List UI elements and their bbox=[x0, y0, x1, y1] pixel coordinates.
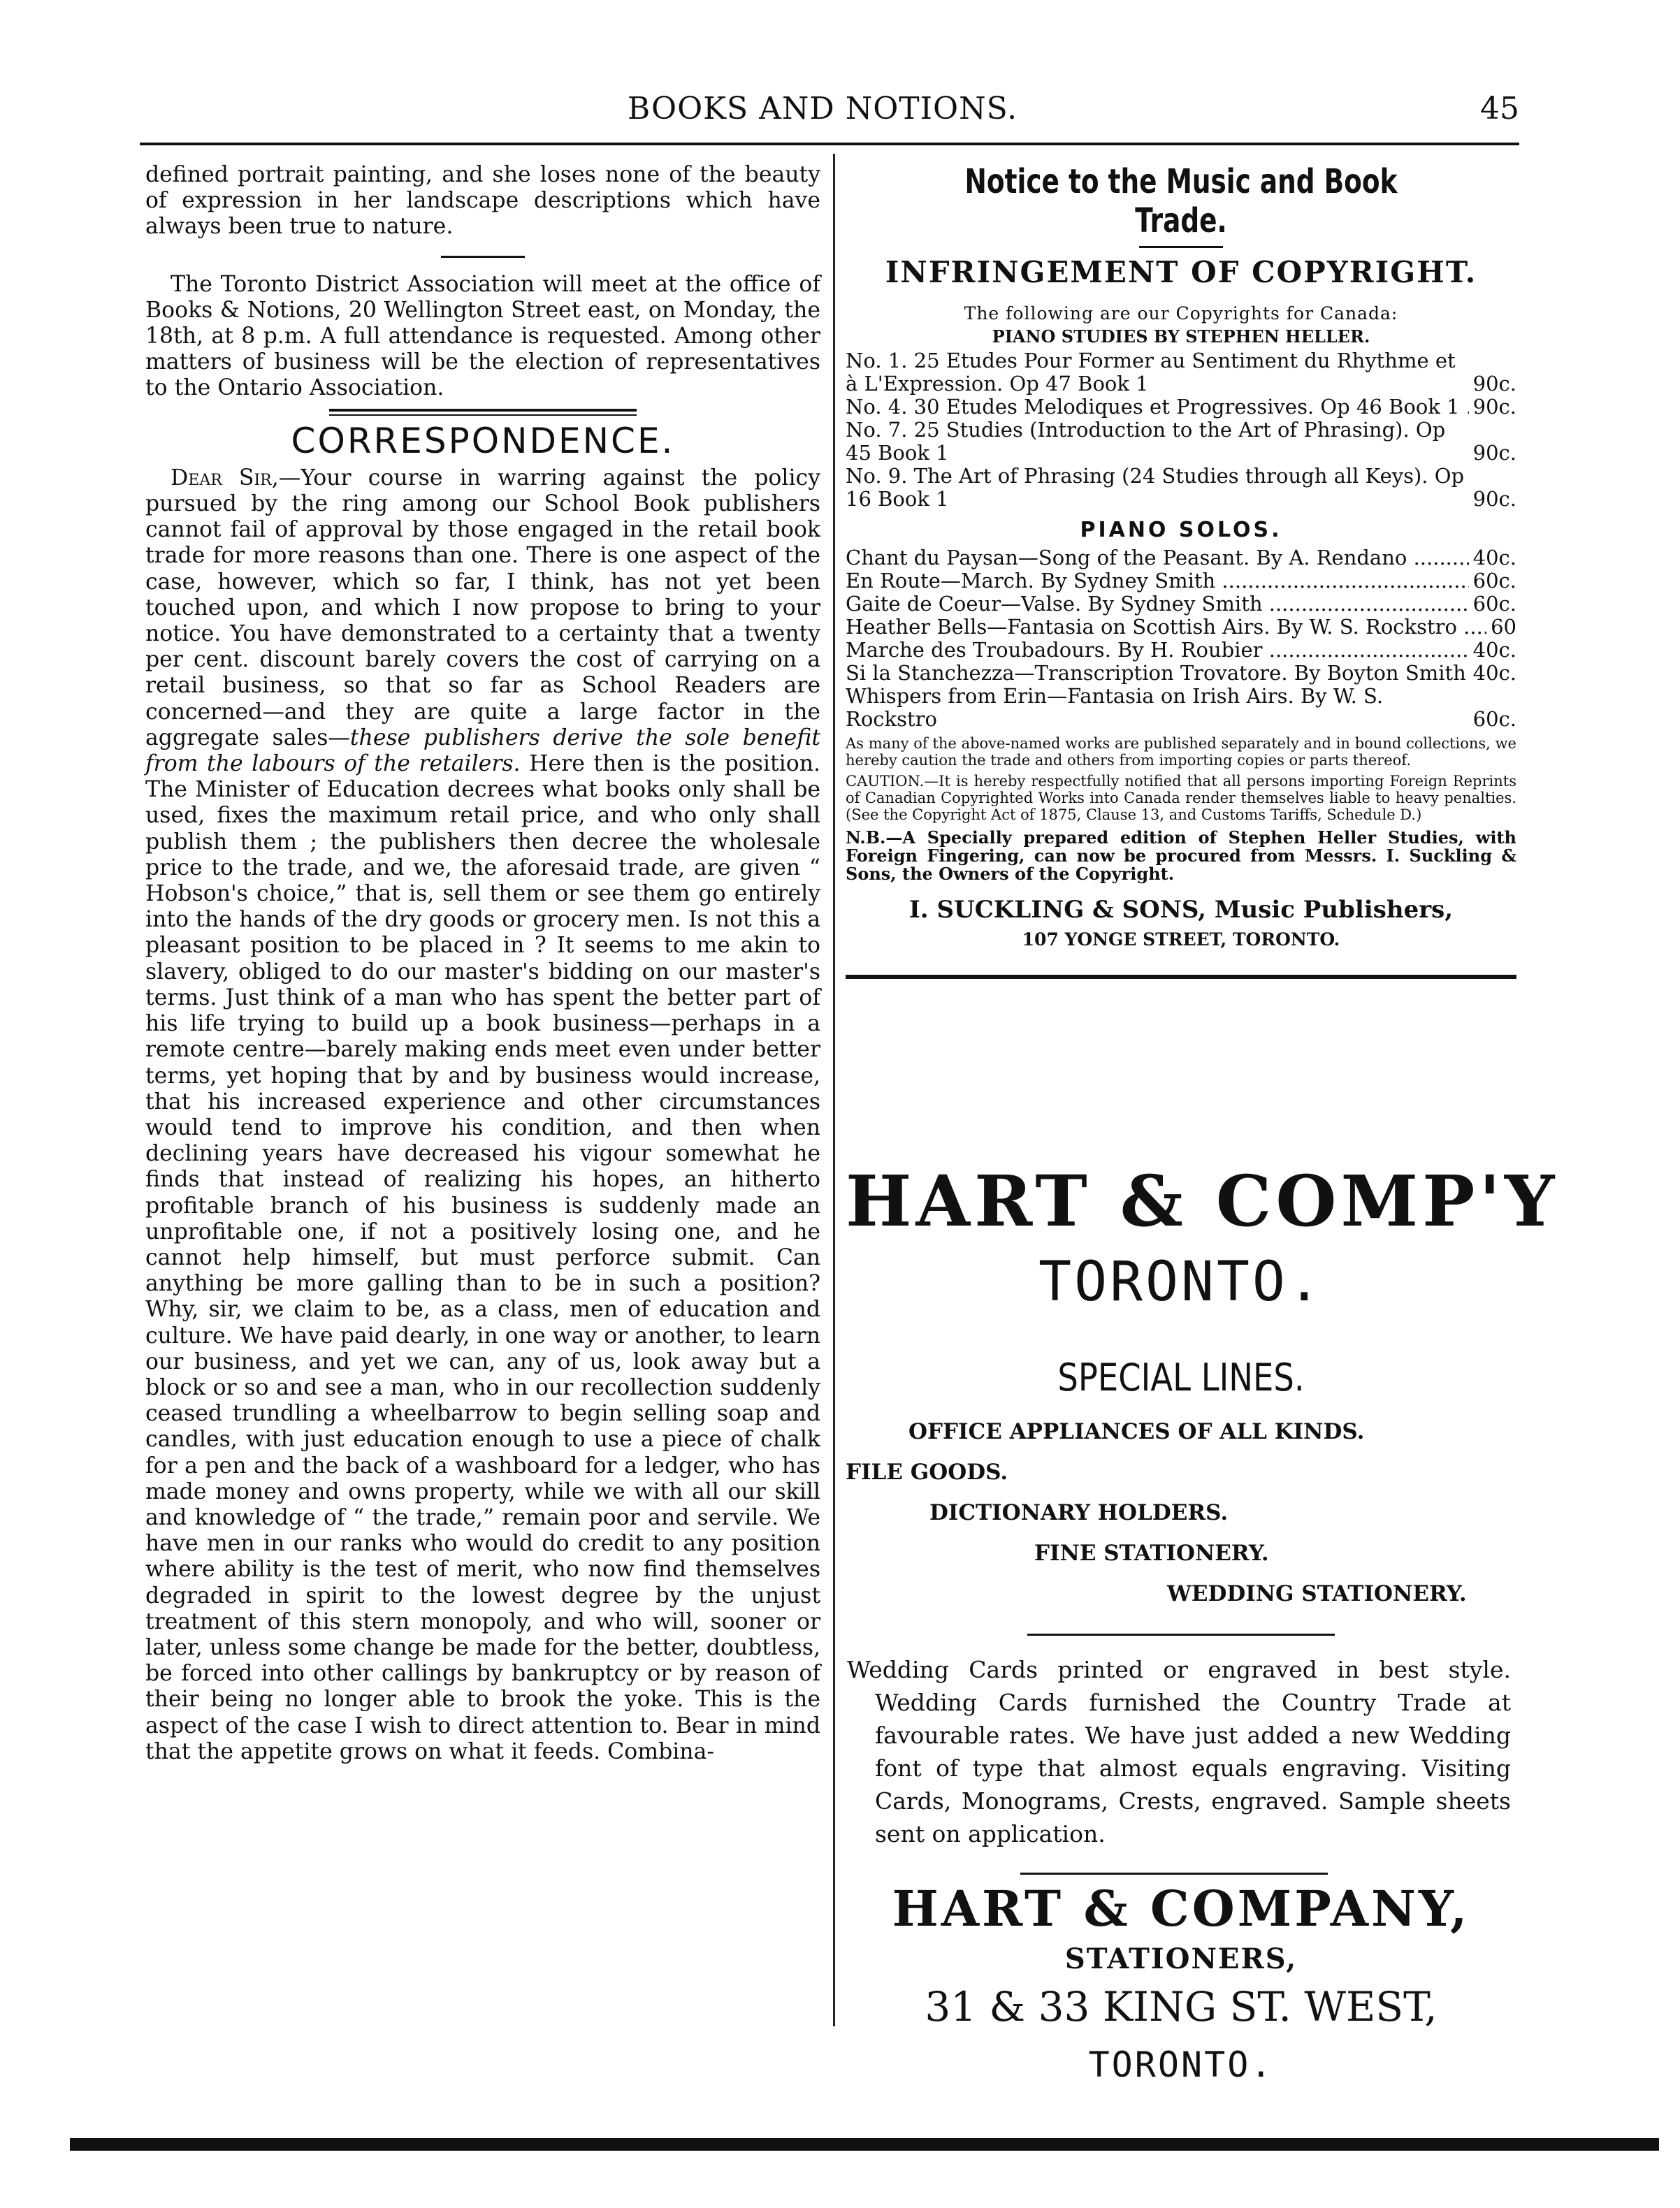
list-item: FINE STATIONERY. bbox=[1034, 1541, 1269, 1566]
list-item: Gaite de Coeur—Valse. By Sydney Smith ..... 60c. bbox=[846, 593, 1516, 616]
notice-rule bbox=[1139, 246, 1223, 248]
caution-note: CAUTION.—It is hereby respectfully notified that all persons importing Foreign Reprints of Canadian Copyrighted Works into Canada render themselves liable to heavy penalties. (See the Copyright Act of 1875, Clause 13, and Customs Tariffs, Schedule D.) bbox=[846, 773, 1516, 823]
letter-italic: these publishers derive the sole benefit from the labours of the retailers. bbox=[145, 725, 820, 777]
list-item: Marche des Troubadours. By H. Roubier ..... 40c. bbox=[846, 639, 1516, 662]
hart-company-name: HART & COMPANY, bbox=[892, 1880, 1470, 1938]
ad-rule bbox=[1027, 1634, 1335, 1636]
solos-heading: PIANO SOLOS. bbox=[1080, 518, 1282, 542]
header-rule bbox=[140, 143, 1519, 145]
notice-title: Notice to the Music and Book Trade. bbox=[964, 162, 1398, 240]
letter-text-a: —Your course in warring against the policy pursued by the ring among our School Book publishers cannot fail of approval by those engaged in the retail book trade for more reasons than one. There is one aspect of the case, however, which so far, I think, has not yet been touched upon, and which I now propose to bring to your notice. You have demonstrated to a certainty that a twenty per cent. discount barely covers the cost of carrying on a retail business, so that so far as School Readers are concerned—and they are quite a large factor in the aggregate sales— bbox=[145, 465, 820, 750]
double-rule bbox=[329, 409, 637, 416]
hart-city: TORONTO. bbox=[1038, 1251, 1324, 1314]
list-item: FILE GOODS. bbox=[846, 1460, 1008, 1485]
ad-rule-lower bbox=[1020, 1873, 1328, 1875]
section-rule bbox=[441, 256, 525, 258]
list-item: No. 1. 25 Etudes Pour Former au Sentiment du Rhythme et à L'Expression. Op 47 Book 1 90c. bbox=[846, 349, 1516, 395]
list-item: No. 4. 30 Etudes Melodiques et Progressives. Op 46 Book 1 ..... 90c. bbox=[846, 395, 1516, 419]
correspondence-heading: CORRESPONDENCE. bbox=[291, 420, 675, 461]
publisher-address: 107 YONGE STREET, TORONTO. bbox=[1022, 929, 1340, 950]
hart-company-title: HART & COMP'Y bbox=[846, 1160, 1559, 1242]
list-item: Chant du Paysan—Song of the Peasant. By A. Rendano ..... 40c. bbox=[846, 546, 1516, 569]
music-notice bbox=[846, 162, 1516, 979]
address-city: TORONTO. bbox=[1088, 2044, 1274, 2085]
paragraph-continuation: defined portrait painting, and she loses none of the beauty of expression in her landscape descriptions which have always been true to nature. bbox=[145, 162, 820, 240]
list-item: No. 7. 25 Studies (Introduction to the Art of Phrasing). Op 45 Book 1 90c. bbox=[846, 419, 1516, 465]
special-lines-heading: SPECIAL LINES. bbox=[1057, 1356, 1305, 1400]
stationers-label: STATIONERS, bbox=[1064, 1942, 1298, 1975]
left-column bbox=[145, 162, 820, 1765]
separate-note: As many of the above-named works are published separately and in bound collections, we hereby caution the trade and others from importing copies or parts thereof. bbox=[846, 735, 1516, 769]
notice-subtitle: INFRINGEMENT OF COPYRIGHT. bbox=[885, 255, 1477, 289]
list-item: No. 9. The Art of Phrasing (24 Studies through all Keys). Op 16 Book 1 90c. bbox=[846, 465, 1516, 511]
bottom-rule bbox=[70, 2138, 1659, 2151]
column-divider bbox=[833, 154, 835, 2026]
page-number: 45 bbox=[1480, 91, 1519, 126]
letter-text-b: Here then is the position. The Minister of Education decrees what books only shall be used, fixes the maximum retail price, and who only shall publish them ; the publishers then decree the wholesale price to the trade, and we, the aforesaid trade, are given “ Hobson's choice,” that is, sell them or see them go entirely into the hands of the dry goods or grocery men. Is not this a pleasant position to be placed in ? It seems to me akin to slavery, obliged to do our master's bidding on our master's terms. Just think of a man who has spent the better part of his life trying to build up a book business—perhaps in a remote centre—barely making ends meet even under better terms, yet hoping that by and by business would increase, that his increased experience and other circumstances would tend to improve his condition, and then when declining years have decreased his vigour somewhat he finds that instead of realizing his hopes, an hitherto profitable branch of his business is suddenly made an unprofitable one, if not a positively losing one, and he cannot help himself, but must perforce submit. Can anything be more galling than to be in such a position? Why, sir, we claim to be, as a class, men of education and culture. We have paid dearly, in one way or another, to learn our business, and yet we can, any of us, look away but a block or so and see a man, who in our recollection suddenly ceased trundling a wheelbarrow to begin selling soap and candles, with just education enough to use a piece of chalk for a pen and the back of a washboard for a ledger, who has made money and owns property, while we with all our skill and knowledge of “ the trade,” remain poor and servile. We have men in our ranks who would do credit to any position where ability is the test of merit, who now find themselves degraded in spirit to the lowest degree by the unjust treatment of this stern monopoly, and who will, sooner or later, unless some change be made for the better, doubtless, be forced into other callings by bankruptcy or by reason of their being no longer able to brook the yoke. This is the aspect of the case I wish to direct attention to. Bear in mind that the appetite grows on what it feeds. Combina- bbox=[145, 751, 820, 1764]
studies-list bbox=[846, 349, 1516, 511]
paragraph-association: The Toronto District Association will meet at the office of Books & Notions, 20 Wellington Street east, on Monday, the 18th, at 8 p.m. A full attendance is requested. Among other matters of business will be the election of representatives to the Ontario Association. bbox=[145, 271, 820, 401]
list-item: En Route—March. By Sydney Smith ..... 60c. bbox=[846, 569, 1516, 593]
nb-note: N.B.—A Specially prepared edition of Stephen Heller Studies, with Foreign Fingering, can now be procured from Messrs. I. Suckling & Sons, the Owners of the Copyright. bbox=[846, 827, 1516, 884]
list-item: OFFICE APPLIANCES OF ALL KINDS. bbox=[908, 1419, 1365, 1444]
list-item: Heather Bells—Fantasia on Scottish Airs. By W. S. Rockstro ..... 60 bbox=[846, 616, 1516, 639]
list-item: Si la Stanchezza—Transcription Trovatore. By Boyton Smith ..... 40c. bbox=[846, 662, 1516, 685]
copyright-intro: The following are our Copyrights for Canada: bbox=[964, 303, 1398, 324]
studies-heading: PIANO STUDIES BY STEPHEN HELLER. bbox=[992, 326, 1370, 347]
running-title: BOOKS AND NOTIONS. bbox=[627, 91, 1018, 126]
wedding-cards-text: Wedding Cards printed or engraved in best style. Wedding Cards furnished the Country Trade at favourable rates. We have just added a new Wedding font of type that almost equals engraving. Visiting Cards, Monograms, Crests, engraved. Sample sheets sent on application. bbox=[847, 1656, 1511, 1847]
publisher-name: I. SUCKLING & SONS, Music Publishers, bbox=[908, 896, 1454, 924]
page-header bbox=[126, 91, 1519, 140]
street-address: 31 & 33 KING ST. WEST, bbox=[925, 1983, 1438, 2031]
list-item: WEDDING STATIONERY. bbox=[1167, 1581, 1467, 1606]
ad-divider bbox=[846, 975, 1516, 979]
salutation: Dear Sir, bbox=[171, 465, 279, 491]
letter-paragraph bbox=[145, 465, 820, 1765]
list-item: Whispers from Erin—Fantasia on Irish Airs. By W. S. Rockstro 60c. bbox=[846, 685, 1516, 731]
list-item: DICTIONARY HOLDERS. bbox=[929, 1500, 1229, 1525]
special-lines-list bbox=[846, 1411, 1516, 1614]
solos-list bbox=[846, 546, 1516, 731]
